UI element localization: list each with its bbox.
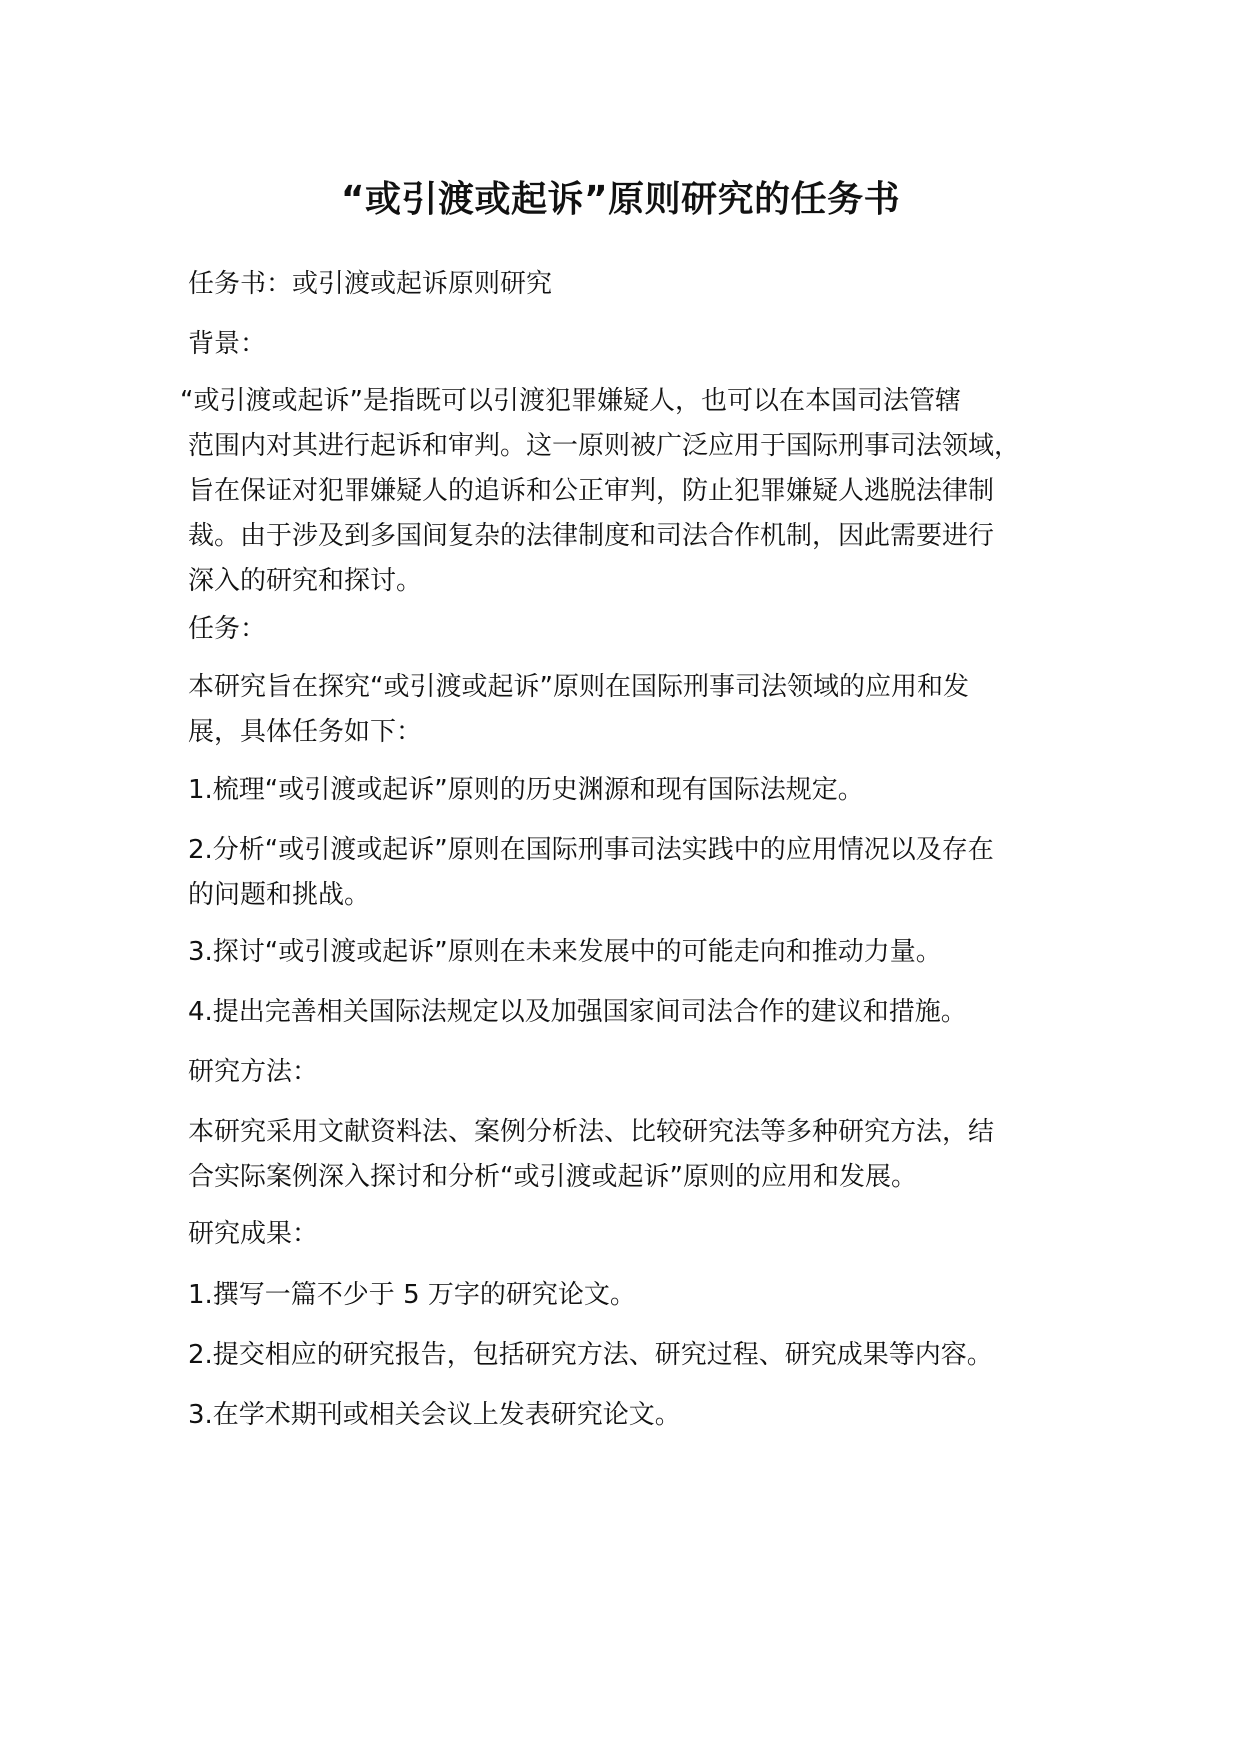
background-line: 裁。由于涉及到多国间复杂的法律制度和司法合作机制，因此需要进行: [188, 521, 995, 551]
result-heading: 研究成果：: [188, 1219, 319, 1249]
task-item-line: 的问题和挑战。: [188, 880, 371, 910]
task-intro-line: 本研究旨在探究“或引渡或起诉”原则在国际刑事司法领域的应用和发: [188, 672, 969, 702]
method-heading: 研究方法：: [188, 1057, 319, 1087]
background-heading: 背景：: [188, 329, 267, 359]
method-line: 合实际案例深入探讨和分析“或引渡或起诉”原则的应用和发展。: [188, 1162, 917, 1192]
background-line: 范围内对其进行起诉和审判。这一原则被广泛应用于国际刑事司法领域，: [188, 431, 1021, 461]
task-item-1: 1.梳理“或引渡或起诉”原则的历史渊源和现有国际法规定。: [188, 775, 864, 805]
task-item-line: 2.分析“或引渡或起诉”原则在国际刑事司法实践中的应用情况以及存在: [188, 835, 994, 865]
task-intro: [188, 665, 1088, 755]
task-item-4: 4.提出完善相关国际法规定以及加强国家间司法合作的建议和措施。: [188, 997, 967, 1027]
method-paragraph: [188, 1110, 1088, 1200]
method-line: 本研究采用文献资料法、案例分析法、比较研究法等多种研究方法，结: [188, 1117, 995, 1147]
background-line: 旨在保证对犯罪嫌疑人的追诉和公正审判，防止犯罪嫌疑人逃脱法律制: [188, 476, 995, 506]
subtitle: 任务书：或引渡或起诉原则研究: [188, 269, 553, 299]
task-item-3: 3.探讨“或引渡或起诉”原则在未来发展中的可能走向和推动力量。: [188, 937, 942, 967]
result-item-2: 2.提交相应的研究报告，包括研究方法、研究过程、研究成果等内容。: [188, 1340, 993, 1370]
background-line: 深入的研究和探讨。: [188, 566, 423, 596]
result-item-3: 3.在学术期刊或相关会议上发表研究论文。: [188, 1400, 681, 1430]
background-line: “或引渡或起诉”是指既可以引渡犯罪嫌疑人，也可以在本国司法管辖: [180, 386, 961, 416]
task-heading: 任务：: [188, 614, 267, 644]
task-intro-line: 展，具体任务如下：: [188, 717, 423, 747]
task-item-2: [188, 828, 1088, 918]
result-item-1: 1.撰写一篇不少于 5 万字的研究论文。: [188, 1280, 636, 1310]
background-paragraph: [180, 379, 1080, 604]
document-title: “或引渡或起诉”原则研究的任务书: [340, 179, 901, 220]
